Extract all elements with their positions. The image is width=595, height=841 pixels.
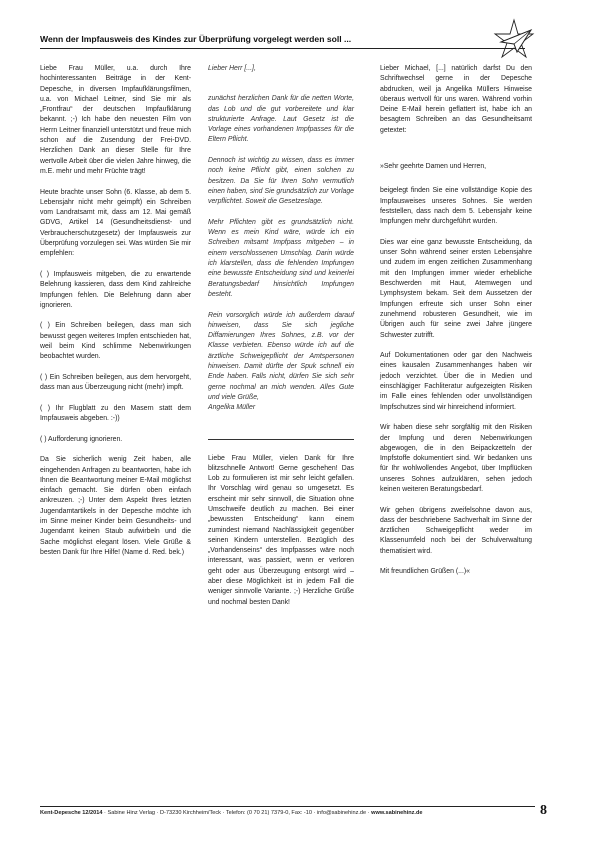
option-item: ( ) Aufforderung ignorieren.: [40, 435, 123, 443]
paragraph: Liebe Frau Müller, u.a. durch Ihre hochinteressanten Beiträge in der Kent-Depesche, in diversen Impfaufklärungsfilmen, u.a. von Michael Leitner, sind Sie mir als „Frontfrau“ der deutschen Impfaufklärung bekannt. ;-) Ich habe den neuesten Film von Herrn Leitner finanziell unterstützt und freue mich schon auf die Zusendung der Frei-DVD. Herzlichen Dank an dieser Stelle für Ihre wertvolle Arbeit über die vielen Jahre hinweg, die m.E. mehr und mehr Früchte trägt!: [40, 65, 191, 175]
letter-closing: Mit freundlichen Grüßen (...)«: [380, 568, 470, 576]
paragraph: Dies war eine ganz bewusste Entscheidung, da unser Sohn während seiner ersten Lebensjahre und zudem im engen zeitlichen Zusammenhang mit den Impfungen immer wieder erhebliche Beschwerden mit Haut, Atemwegen und Lymphsystem bekam. Seit dem Aussetzen der Impfungen erfreute sich unser Sohn einer zunehmend robusteren Gesundheit, wie im Übrigen auch für seine zwei Jahre jüngere Schwester zutrifft.: [380, 238, 532, 339]
page-number: 8: [540, 803, 547, 818]
paragraph: Lieber Michael, [...] natürlich darfst Du den Schriftwechsel gerne in der Depesche abdrucken, weil ja Angelika Müllers Hinweise überaus wertvoll für uns waren. Während vorhin Deine E-Mail herein geflattert ist, habe ich an besagtem Schreiben an das Gesundheitsamt getextet:: [380, 65, 532, 134]
footer-issue: Kent-Depesche 12/2014: [40, 810, 103, 816]
option-item: ( ) Ein Schreiben beilegen, dass man sich bewusst gegen weiteres Impfen entschieden hat, weil beim Kind schlimme Nebenwirkungen beobachtet wurden.: [40, 322, 191, 361]
paragraph: zunächst herzlichen Dank für die netten Worte, das Lob und die gut vorbereitete und klar strukturierte Anfrage. Laut Gesetz ist die Vorlage eines vorhandenen Impfpasses für die Eltern Pflicht.: [208, 95, 354, 144]
section-divider: [208, 439, 354, 440]
header-divider: [40, 48, 525, 49]
paragraph: beigelegt finden Sie eine vollständige Kopie des Impfausweises unseres Sohnes. Sie werden feststellen, dass nach dem 5. Lebensjahr keine Impfungen mehr durchgeführt wurden.: [380, 187, 532, 226]
column-letter-continued: [380, 64, 532, 578]
footer-website: www.sabinehinz.de: [371, 810, 423, 816]
paragraph: Wir haben diese sehr sorgfältig mit den Risiken der Impfung und deren Nebenwirkungen abgewogen, die in den Beipackzetteln der Impfstoffe dokumentiert sind. Wir bedanken uns für Ihr wohlwollendes Angebot, über Impflücken unseres Sohnes aufzuklären, sehen jedoch keinen weiteren Beratungsbedarf.: [380, 424, 532, 493]
paragraph: Dennoch ist wichtig zu wissen, dass es immer noch keine Pflicht gibt, einen solchen zu besitzen. Da Sie für Ihren Sohn vermutlich einen haben, sind Sie grundsätzlich zur Vorlage verpflichtet. Soweit die Gesetzeslage.: [208, 157, 354, 206]
paragraph: Auf Dokumentationen oder gar den Nachweis eines kausalen Zusammenhanges haben wir jedoch verzichtet. Über die in Medien und einschlägiger Fachliteratur aufgezeigten Risiken im Falle eines fehlenden oder unvollständigen Impfschutzes sind wir hinreichend informiert.: [380, 352, 532, 411]
paragraph: Wir gehen übrigens zweifelsohne davon aus, dass der beschriebene Sachverhalt im Sinne der ärztlichen Schweigepflicht weder im Klassenumfeld noch bei der Schulverwaltung thematisiert wird.: [380, 506, 532, 555]
footer-divider: [40, 806, 535, 807]
column-letter: [40, 64, 191, 558]
reply-salutation: Lieber Herr [...],: [208, 65, 256, 72]
paragraph: Liebe Frau Müller, vielen Dank für Ihre blitzschnelle Antwort! Gerne geschehen! Das Lob zu formulieren ist mir sehr leicht gefallen. Ihr Vorschlag wird genau so umgesetzt. Es erscheint mir sehr sinnvoll, die Situation ohne Umschweife deutlich zu machen. Bei einer „bewussten Entscheidung“ kann einem zumindest niemand Nachlässigkeit gegenüber seinen Kindern unterstellen. Bezüglich des „Vorhandenseins“ des Impfpasses wäre noch interessant, was passiert, wenn er verloren geht oder aus Überzeugung entsorgt wird – aber diese Möglichkeit ist in jedem Fall die weniger sinnvolle Variante. ;-) Herzliche Grüße und nochmal besten Dank!: [208, 454, 354, 606]
letter-salutation: »Sehr geehrte Damen und Herren,: [380, 163, 487, 171]
footer: [40, 810, 540, 816]
column-reply: [208, 64, 354, 608]
option-item: ( ) Ein Schreiben beilegen, aus dem hervorgeht, dass man aus Überzeugung nicht (mehr) impft.: [40, 373, 191, 392]
paragraph: Rein vorsorglich würde ich außerdem darauf hinweisen, dass Sie sich jegliche Diffamierungen Ihres Sohnes, z.B. vor der Klasse verbieten. Ebenso würde ich auf die ärztliche Schweigepflicht der Amtspersonen hinweisen. Damit dürfte der Spuk schnell ein Ende haben. Falls nicht, dürfen Sie sich sehr gerne nochmal an mich wenden. Alles Gute und viele Grüße,: [208, 311, 354, 401]
paragraph: Mehr Pflichten gibt es grundsätzlich nicht. Wenn es mein Kind wäre, würde ich ein Schreiben mitsamt Impfpass mitgeben – in einem verschlossenen Umschlag. Darin würde ich klarstellen, dass die fehlenden Impfungen eine bewusste Entscheidung sind und keinerlei Beratungsbedarf hinsichtlich Impfungen besteht.: [208, 218, 354, 298]
reply-signature: Angelika Müller: [208, 404, 256, 412]
paragraph: Da Sie sicherlich wenig Zeit haben, alle eingehenden Anfragen zu beantworten, habe ich Ihnen die Beantwortung meiner E-Mail möglichst einfach gemacht. Sie dürfen oben einfach ankreuzen. ;-) Unter dem Aspekt Ihres letzten Jugendamtartikels in der Depesche möchte ich im Sinne meiner Kinder beim Gesundheits- und Jugendamt keinen Staub aufwirbeln und die Sache möglichst elegant lösen. Viele Grüße & besten Dank für Ihre Hilfe! (Name d. Red. bek.): [40, 456, 191, 556]
option-item: ( ) Ihr Flugblatt zu den Masern statt dem Impfausweis abgeben. :-)): [40, 404, 191, 423]
page-title: Wenn der Impfausweis des Kindes zur Überprüfung vorgelegt werden soll ...: [40, 34, 352, 44]
option-item: ( ) Impfausweis mitgeben, die zu erwartende Belehrung kassieren, dass dem Kind zahlreiche Impfungen fehlen. Die Belehrung dann aber ignorieren.: [40, 270, 191, 309]
footer-publisher: · Sabine Hinz Verlag · D-73230 Kirchheim/Teck · Telefon: (0 70 21) 7379-0, Fax: -10 · info@sabinehinz.de ·: [102, 810, 372, 816]
paper-plane-star-icon: [491, 18, 537, 60]
paragraph: Heute brachte unser Sohn (6. Klasse, ab dem 5. Lebensjahr nicht mehr geimpft) ein Schreiben vom Landratsamt mit, dass am 12. Mai gemäß GDVG, Artikel 14 (Gesundheitsdienst- und Verbraucherschutzgesetz) der Impfausweis zur Überprüfung vorzulegen sei. Was würden Sie mir empfehlen:: [40, 188, 191, 258]
